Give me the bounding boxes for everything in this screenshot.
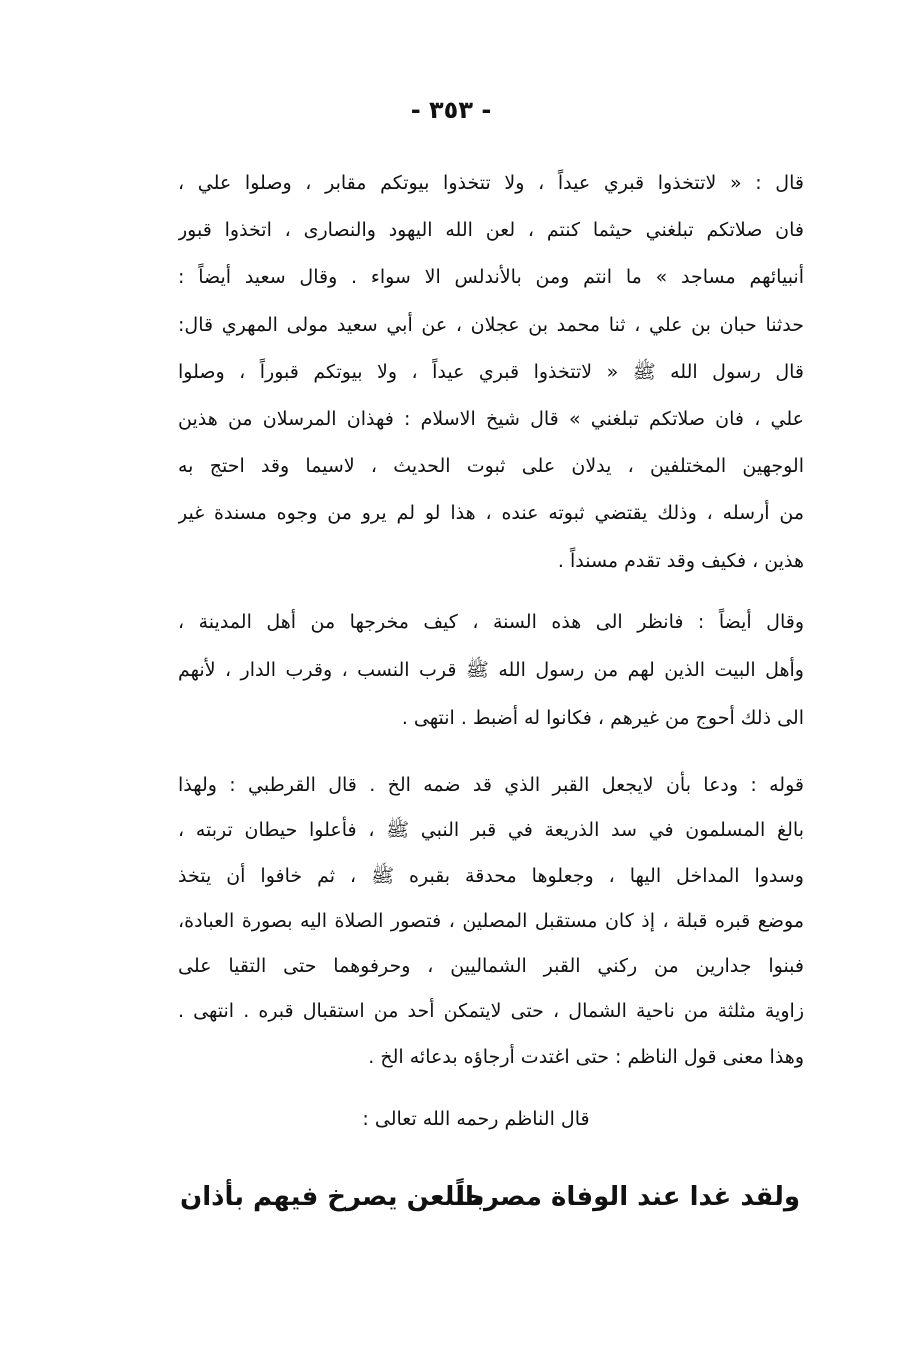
verse-heading: قال الناظم رحمه الله تعالى : [362, 1108, 590, 1130]
text-line: قال رسول الله ﷺ « لاتتخذوا قبري عيداً ، ولا بيوتكم قبوراً ، وصلوا [178, 360, 804, 383]
text-line: وسدوا المداخل اليها ، وجعلوها محدقة بقبره ﷺ ، ثم خافوا أن يتخذ [178, 864, 804, 887]
text-line: وقال أيضاً : فانظر الى هذه السنة ، كيف مخرجها من أهل المدينة ، [178, 611, 804, 633]
text-line: من أرسله ، وذلك يقتضي ثبوته عنده ، هذا لو لم يرو من وجوه مسندة غير [178, 502, 804, 525]
text-line: بالغ المسلمون في سد الذريعة في قبر النبي ﷺ ، فأعلوا حيطان تربته ، [178, 819, 804, 842]
poetry-verse [180, 1170, 800, 1224]
text-line: قال : « لاتتخذوا قبري عيداً ، ولا تتخذوا بيوتكم مقابر ، وصلوا علي ، [178, 172, 804, 194]
paragraph-2 [178, 598, 804, 742]
text-line: الوجهين المختلفين ، يدلان على ثبوت الحديث ، لاسيما وقد احتج به [178, 455, 804, 478]
verse-first-hemistich: ولقد غدا عند الوفاة مصرحاً [455, 1182, 800, 1212]
text-line: علي ، فان صلاتكم تبلغني » قال شيخ الاسلام : فهذان المرسلان من هذين [178, 407, 804, 430]
text-line: موضع قبره قبلة ، إذ كان مستقبل المصلين ، فتصور الصلاة اليه بصورة العبادة، [178, 909, 804, 932]
text-line: فان صلاتكم تبلغني حيثما كنتم ، لعن الله اليهود والنصارى ، اتخذوا قبور [178, 219, 804, 242]
verse-second-hemistich: باللعن يصرخ فيهم بأذان [180, 1182, 485, 1212]
text-line: الى ذلك أحوج من غيرهم ، فكانوا له أضبط . انتهى . [401, 707, 804, 729]
text-line: أنبيائهم مساجد » ما انتم ومن بالأندلس الا سواء . وقال سعيد أيضاً : [178, 266, 804, 289]
text-line: حدثنا حبان بن علي ، ثنا محمد بن عجلان ، عن أبي سعيد مولى المهري قال: [178, 313, 804, 336]
paragraph-3 [178, 763, 804, 1080]
text-line: هذين ، فكيف وقد تقدم مسنداً . [557, 549, 804, 572]
text-line: وهذا معنى قول الناظم : حتى اغتدت أرجاؤه بدعائه الخ . [368, 1045, 804, 1068]
text-line: وأهل البيت الذين لهم من رسول الله ﷺ قرب النسب ، وقرب الدار ، لأنهم [178, 659, 804, 681]
text-line: زاوية مثلثة من ناحية الشمال ، حتى لايتمكن أحد من استقبال قبره . انتهى . [178, 1000, 804, 1023]
page-number: - ٣٥٣ - [410, 96, 492, 124]
paragraph-1 [178, 160, 804, 585]
text-line: فبنوا جدارين من ركني القبر الشماليين ، وحرفوهما حتى التقيا على [178, 955, 804, 978]
text-line: قوله : ودعا بأن لايجعل القبر الذي قد ضمه الخ . قال القرطبي : ولهذا [178, 774, 804, 796]
